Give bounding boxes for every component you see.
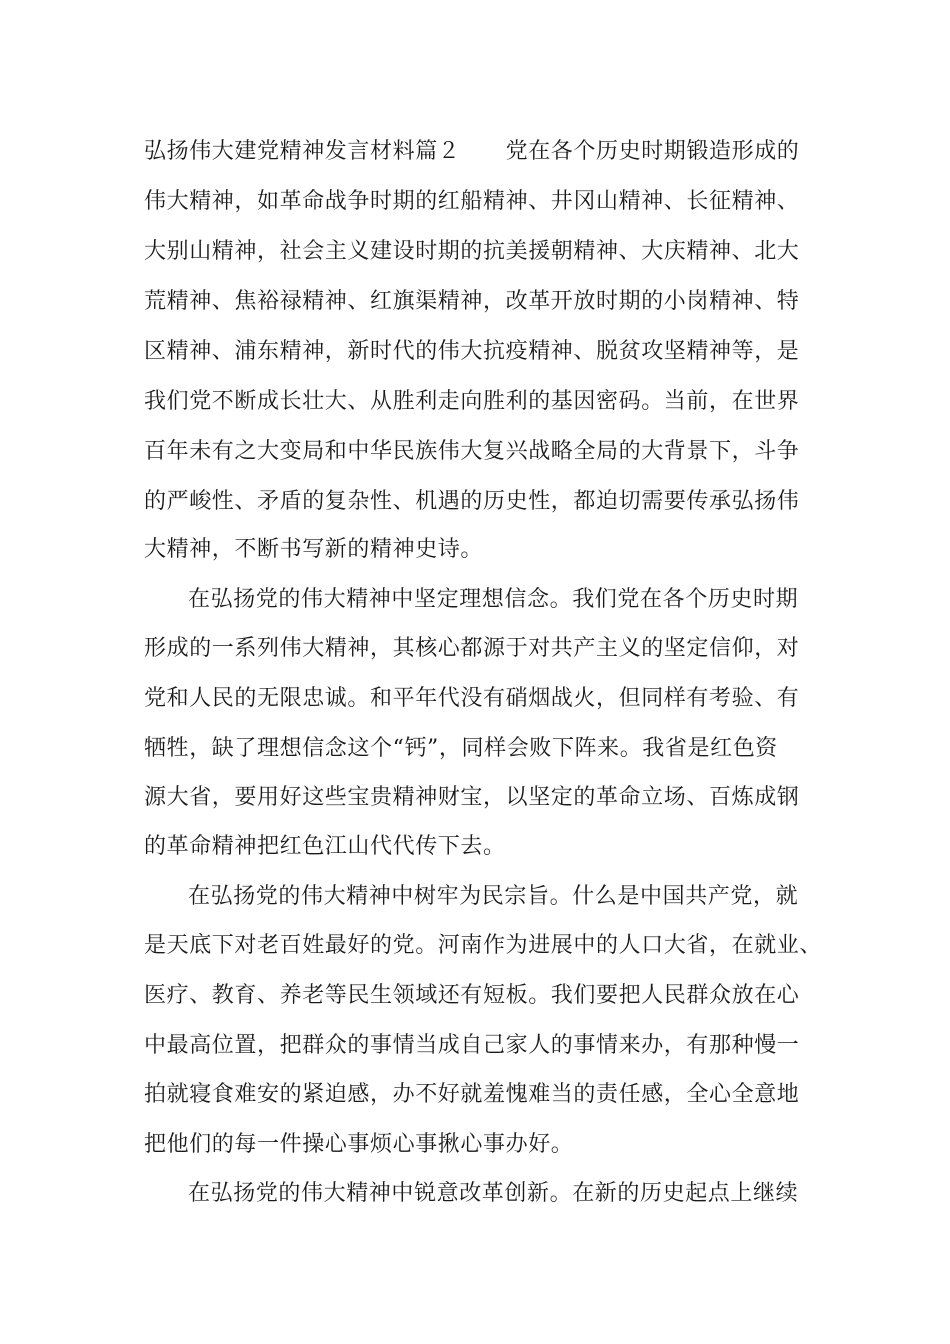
text-line: 的革命精神把红色江山代代传下去。 [144,834,506,859]
text-line: 医疗、教育、养老等民生领域还有短板。我们要把人民群众放在心 [144,983,800,1008]
text-line: 拍就寝食难安的紧迫感，办不好就羞愧难当的责任感，全心全意地 [144,1082,800,1107]
text-line: 百年未有之大变局和中华民族伟大复兴战略全局的大背景下，斗争 [144,439,800,464]
text-line: 区精神、浦东精神，新时代的伟大抗疫精神、脱贫攻坚精神等，是 [144,339,800,364]
text-line: 是天底下对老百姓最好的党。河南作为进展中的人口大省，在就业、 [144,933,823,958]
paragraph-first-line: 在弘扬党的伟大精神中锐意改革创新。在新的历史起点上继续 [188,1181,799,1206]
paragraph-first-line: 在弘扬党的伟大精神中坚定理想信念。我们党在各个历史时期 [188,587,799,612]
text-line: 大别山精神，社会主义建设时期的抗美援朝精神、大庆精神、北大 [144,239,800,264]
text-line: 荒精神、焦裕禄精神、红旗渠精神，改革开放时期的小岗精神、特 [144,289,800,314]
text-line: 我们党不断成长壮大、从胜利走向胜利的基因密码。当前，在世界 [144,389,800,414]
text-line: 的严峻性、矛盾的复杂性、机遇的历史性，都迫切需要传承弘扬伟 [144,489,800,514]
text-line: 党和人民的无限忠诚。和平年代没有硝烟战火，但同样有考验、有 [144,686,800,711]
text-line: 牺牲，缺了理想信念这个“钙”，同样会败下阵来。我省是红色资 [144,736,778,761]
text-line: 把他们的每一件操心事烦心事揪心事办好。 [144,1132,574,1157]
paragraph-first-line: 在弘扬党的伟大精神中树牢为民宗旨。什么是中国共产党，就 [188,884,799,909]
text-line: 弘扬伟大建党精神发言材料篇２ 党在各个历史时期锻造形成的 [144,139,800,164]
text-line: 伟大精神，如革命战争时期的红船精神、井冈山精神、长征精神、 [144,189,800,214]
text-line: 大精神，不断书写新的精神史诗。 [144,537,484,562]
text-line: 中最高位置，把群众的事情当成自己家人的事情来办，有那种慢一 [144,1033,800,1058]
text-line: 形成的一系列伟大精神，其核心都源于对共产主义的坚定信仰，对 [144,636,800,661]
text-line: 源大省，要用好这些宝贵精神财宝，以坚定的革命立场、百炼成钢 [144,785,800,810]
